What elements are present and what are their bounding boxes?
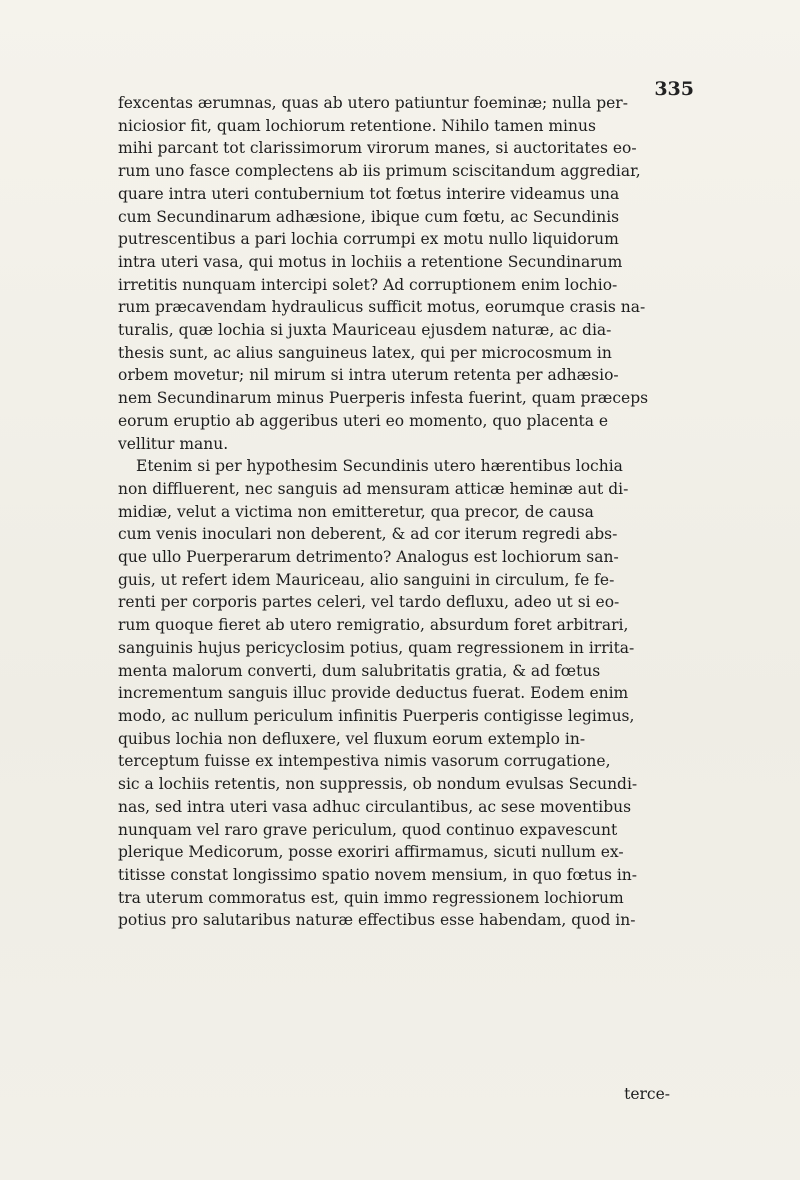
text-line: mihi parcant tot clarissimorum virorum manes, si auctoritates eo- bbox=[118, 139, 637, 158]
text-line: sic a lochiis retentis, non suppressis, ob nondum evulsas Secundi- bbox=[118, 775, 638, 794]
text-line: tra uterum commoratus est, quin immo regressionem lochiorum bbox=[118, 888, 624, 907]
text-line: plerique Medicorum, posse exoriri affirmamus, sicuti nullum ex- bbox=[118, 843, 624, 862]
text-line: fexcentas ærumnas, quas ab utero patiuntur foeminæ; nulla per- bbox=[118, 94, 628, 112]
text-line: quibus lochia non defluxere, vel fluxum eorum extemplo in- bbox=[118, 729, 586, 748]
text-line: intra uteri vasa, qui motus in lochiis a retentione Secundinarum bbox=[118, 252, 623, 271]
text-line: quare intra uteri contubernium tot fœtus interire videamus una bbox=[118, 184, 620, 203]
text-line: vellitur manu. bbox=[118, 434, 229, 453]
text-line: orbem movetur; nil mirum si intra uterum retenta per adhæsio- bbox=[118, 366, 619, 385]
text-line: midiæ, velut a victima non emitteretur, qua precor, de causa bbox=[118, 502, 594, 521]
text-line: titisse constat longissimo spatio novem mensium, in quo fœtus in- bbox=[118, 865, 638, 884]
text-line: rum uno fasce complectens ab iis primum sciscitandum aggrediar, bbox=[118, 162, 641, 181]
text-line: non diffluerent, nec sanguis ad mensuram atticæ heminæ aut di- bbox=[118, 479, 629, 498]
text-line: nunquam vel raro grave periculum, quod continuo expavescunt bbox=[118, 820, 618, 839]
text-line: nem Secundinarum minus Puerperis infesta fuerint, quam præceps bbox=[118, 389, 649, 408]
text-line: rum præcavendam hydraulicus sufficit motus, eorumque crasis na- bbox=[118, 298, 646, 317]
text-line: potius pro salutaribus naturæ effectibus esse habendam, quod in- bbox=[118, 911, 636, 930]
text-line: sanguinis hujus pericyclosim potius, quam regressionem in irrita- bbox=[118, 638, 635, 657]
text-line: turalis, quæ lochia si juxta Mauriceau ejusdem naturæ, ac dia- bbox=[118, 321, 612, 340]
text-line: niciosior fit, quam lochiorum retentione. Nihilo tamen minus bbox=[118, 116, 596, 135]
body-text bbox=[118, 92, 678, 932]
text-line: cum venis inoculari non deberent, & ad cor iterum regredi abs- bbox=[118, 525, 618, 544]
text-line: nas, sed intra uteri vasa adhuc circulantibus, ac sese moventibus bbox=[118, 797, 632, 816]
text-line: terceptum fuisse ex intempestiva nimis vasorum corrugatione, bbox=[118, 752, 611, 771]
text-line: que ullo Puerperarum detrimento? Analogus est lochiorum san- bbox=[118, 548, 619, 567]
text-line: rum quoque fieret ab utero remigratio, absurdum foret arbitrari, bbox=[118, 616, 629, 635]
text-line: incrementum sanguis illuc provide deductus fuerat. Eodem enim bbox=[118, 684, 629, 703]
text-line: irretitis nunquam intercipi solet? Ad corruptionem enim lochio- bbox=[118, 275, 618, 294]
text-line: putrescentibus a pari lochia corrumpi ex motu nullo liquidorum bbox=[118, 230, 619, 249]
text-line: cum Secundinarum adhæsione, ibique cum fœtu, ac Secundinis bbox=[118, 207, 620, 226]
text-line: eorum eruptio ab aggeribus uteri eo momento, quo placenta e bbox=[118, 411, 609, 430]
text-line-indented: Etenim si per hypothesim Secundinis utero hærentibus lochia bbox=[136, 457, 623, 476]
text-line: renti per corporis partes celeri, vel tardo defluxu, adeo ut si eo- bbox=[118, 593, 620, 612]
text-line: guis, ut refert idem Mauriceau, alio sanguini in circulum, fe fe- bbox=[118, 570, 615, 589]
text-line: thesis sunt, ac alius sanguineus latex, qui per microcosmum in bbox=[118, 343, 612, 362]
text-line: modo, ac nullum periculum infinitis Puerperis contigisse legimus, bbox=[118, 706, 635, 725]
text-line: menta malorum converti, dum salubritatis gratia, & ad fœtus bbox=[118, 661, 601, 680]
catchword: terce- bbox=[624, 1085, 670, 1103]
page-number: 335 bbox=[654, 78, 694, 100]
